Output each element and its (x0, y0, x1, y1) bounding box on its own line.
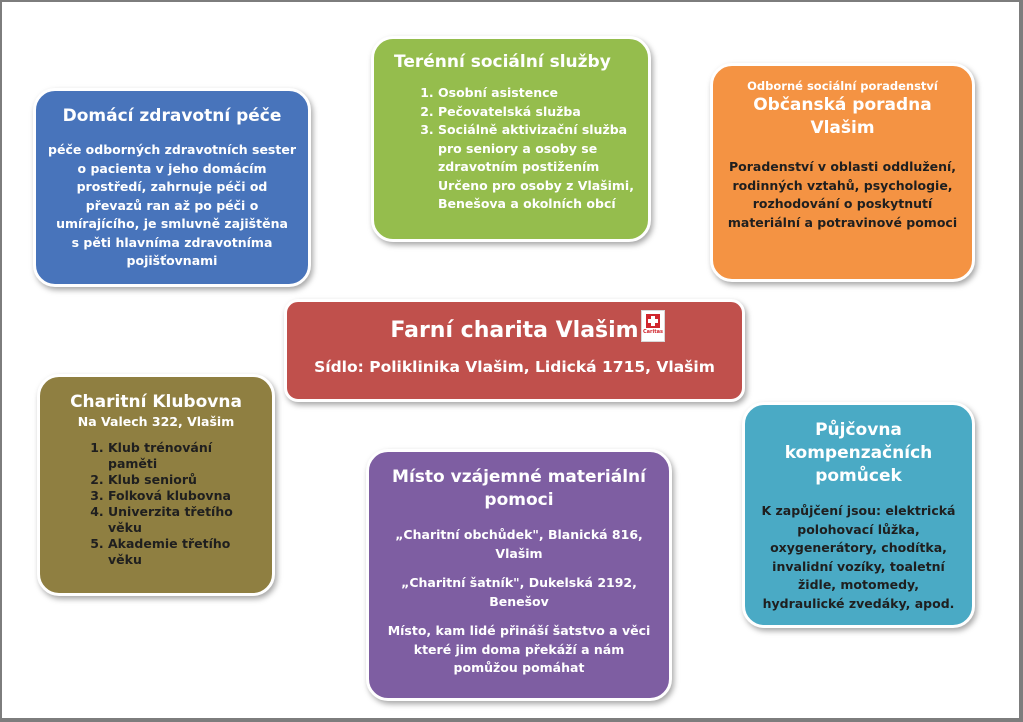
list-item: 1. Osobní asistence (438, 84, 636, 103)
charita-title: Farní charita Vlašim (390, 318, 639, 343)
list-item: 3. Sociálně aktivizační služba pro seniory a osoby se zdravotním postižením (438, 121, 636, 177)
place2-line: „Charitní šatník", Dukelská 2192, (401, 575, 637, 590)
poradna-line: Poradenství v oblasti oddlužení, (728, 159, 957, 174)
desc-line: pomůžou pomáhat (453, 660, 585, 675)
list-item: 2. Pečovatelská služba (438, 103, 636, 122)
poradna-line: rozhodování o poskytnutí (752, 196, 933, 211)
cross-icon (646, 314, 660, 328)
poradna-subtitle: Odborné sociální poradenství (747, 79, 938, 93)
poradna-line: rodinných vztahů, psychologie, (732, 177, 953, 193)
domaci-line: s pěti hlavníma zdravotníma (71, 234, 273, 250)
pujcovna-description (745, 502, 972, 613)
desc-line: Místo, kam lidé přináší šatstvo a věci (387, 623, 651, 638)
domaci-line: umírajícího, je smluvně zajištěna (56, 216, 288, 231)
desc-line: které jim doma překáží a nám (413, 641, 625, 657)
charitni-klubovna-box (37, 374, 275, 596)
list-item: 2. Klub seniorů (108, 472, 248, 488)
domaci-line: převazů ran až po péči o (85, 197, 259, 213)
caritas-logo (641, 310, 665, 342)
pujcovna-pomucek-box (742, 402, 975, 628)
pujcovna-line: hydraulické zvedáky, apod. (762, 595, 955, 611)
domaci-description (36, 141, 308, 271)
poradna-title: Občanská poradna Vlašim (753, 95, 932, 138)
domaci-line: o pacienta v jeho domácím (77, 160, 267, 176)
terenni-list (374, 84, 648, 177)
vzajemne-title: Místo vzájemné materiální pomoci (392, 467, 646, 510)
klubovna-address: Na Valech 322, Vlašim (77, 414, 235, 429)
place1-line: Vlašim (495, 545, 543, 561)
klubovna-title: Charitní Klubovna (70, 392, 242, 412)
pujcovna-line: polohovací lůžka, (797, 521, 920, 537)
poradna-description (713, 158, 972, 232)
terenni-note-line: Určeno pro osoby z Vlašimi, (438, 177, 634, 193)
pujcovna-line: židle, motomedy, (798, 577, 919, 592)
charita-address: Sídlo: Poliklinika Vlašim, Lidická 1715, Vlašim (314, 358, 715, 376)
domaci-zdravotni-pece-box (33, 88, 311, 287)
domaci-line: péče odborných zdravotních sester (48, 142, 296, 157)
list-item: 1. Klub trénování paměti (108, 440, 248, 472)
list-item: 4. Univerzita třetího věku (108, 504, 248, 536)
domaci-line: pojišťovnami (126, 253, 218, 268)
vzajemne-place2 (369, 574, 669, 611)
pujcovna-line: oxygenerátory, chodítka, (770, 540, 947, 555)
list-item: 5. Akademie třetího věku (108, 536, 248, 568)
pujcovna-line: invalidní vozíky, toaletní (772, 558, 945, 574)
place2-line: Benešov (489, 593, 549, 609)
terenni-note (374, 177, 648, 214)
terenni-note-line: Benešova a okolních obcí (438, 196, 616, 211)
pujcovna-title: Půjčovna kompenzačních pomůcek (784, 420, 933, 486)
place1-line: „Charitní obchůdek", Blanická 816, (395, 527, 643, 542)
terenni-title: Terénní sociální služby (394, 52, 611, 72)
vzajemne-place1 (369, 526, 669, 563)
domaci-line: prostředí, zahrnuje péči od (76, 179, 268, 194)
klubovna-list (40, 440, 272, 568)
list-item: 3. Folková klubovna (108, 488, 248, 504)
pujcovna-line: K zapůjčení jsou: elektrická (761, 503, 956, 518)
logo-text: Caritas (643, 329, 663, 335)
misto-vzajemne-pomoci-box (366, 449, 672, 701)
farni-charita-box (284, 299, 745, 402)
obcanska-poradna-box (710, 63, 975, 282)
poradna-line: materiální a potravinové pomoci (727, 214, 958, 230)
domaci-title: Domácí zdravotní péče (62, 106, 282, 126)
vzajemne-description (369, 622, 669, 678)
terenni-socialni-sluzby-box (371, 36, 651, 242)
